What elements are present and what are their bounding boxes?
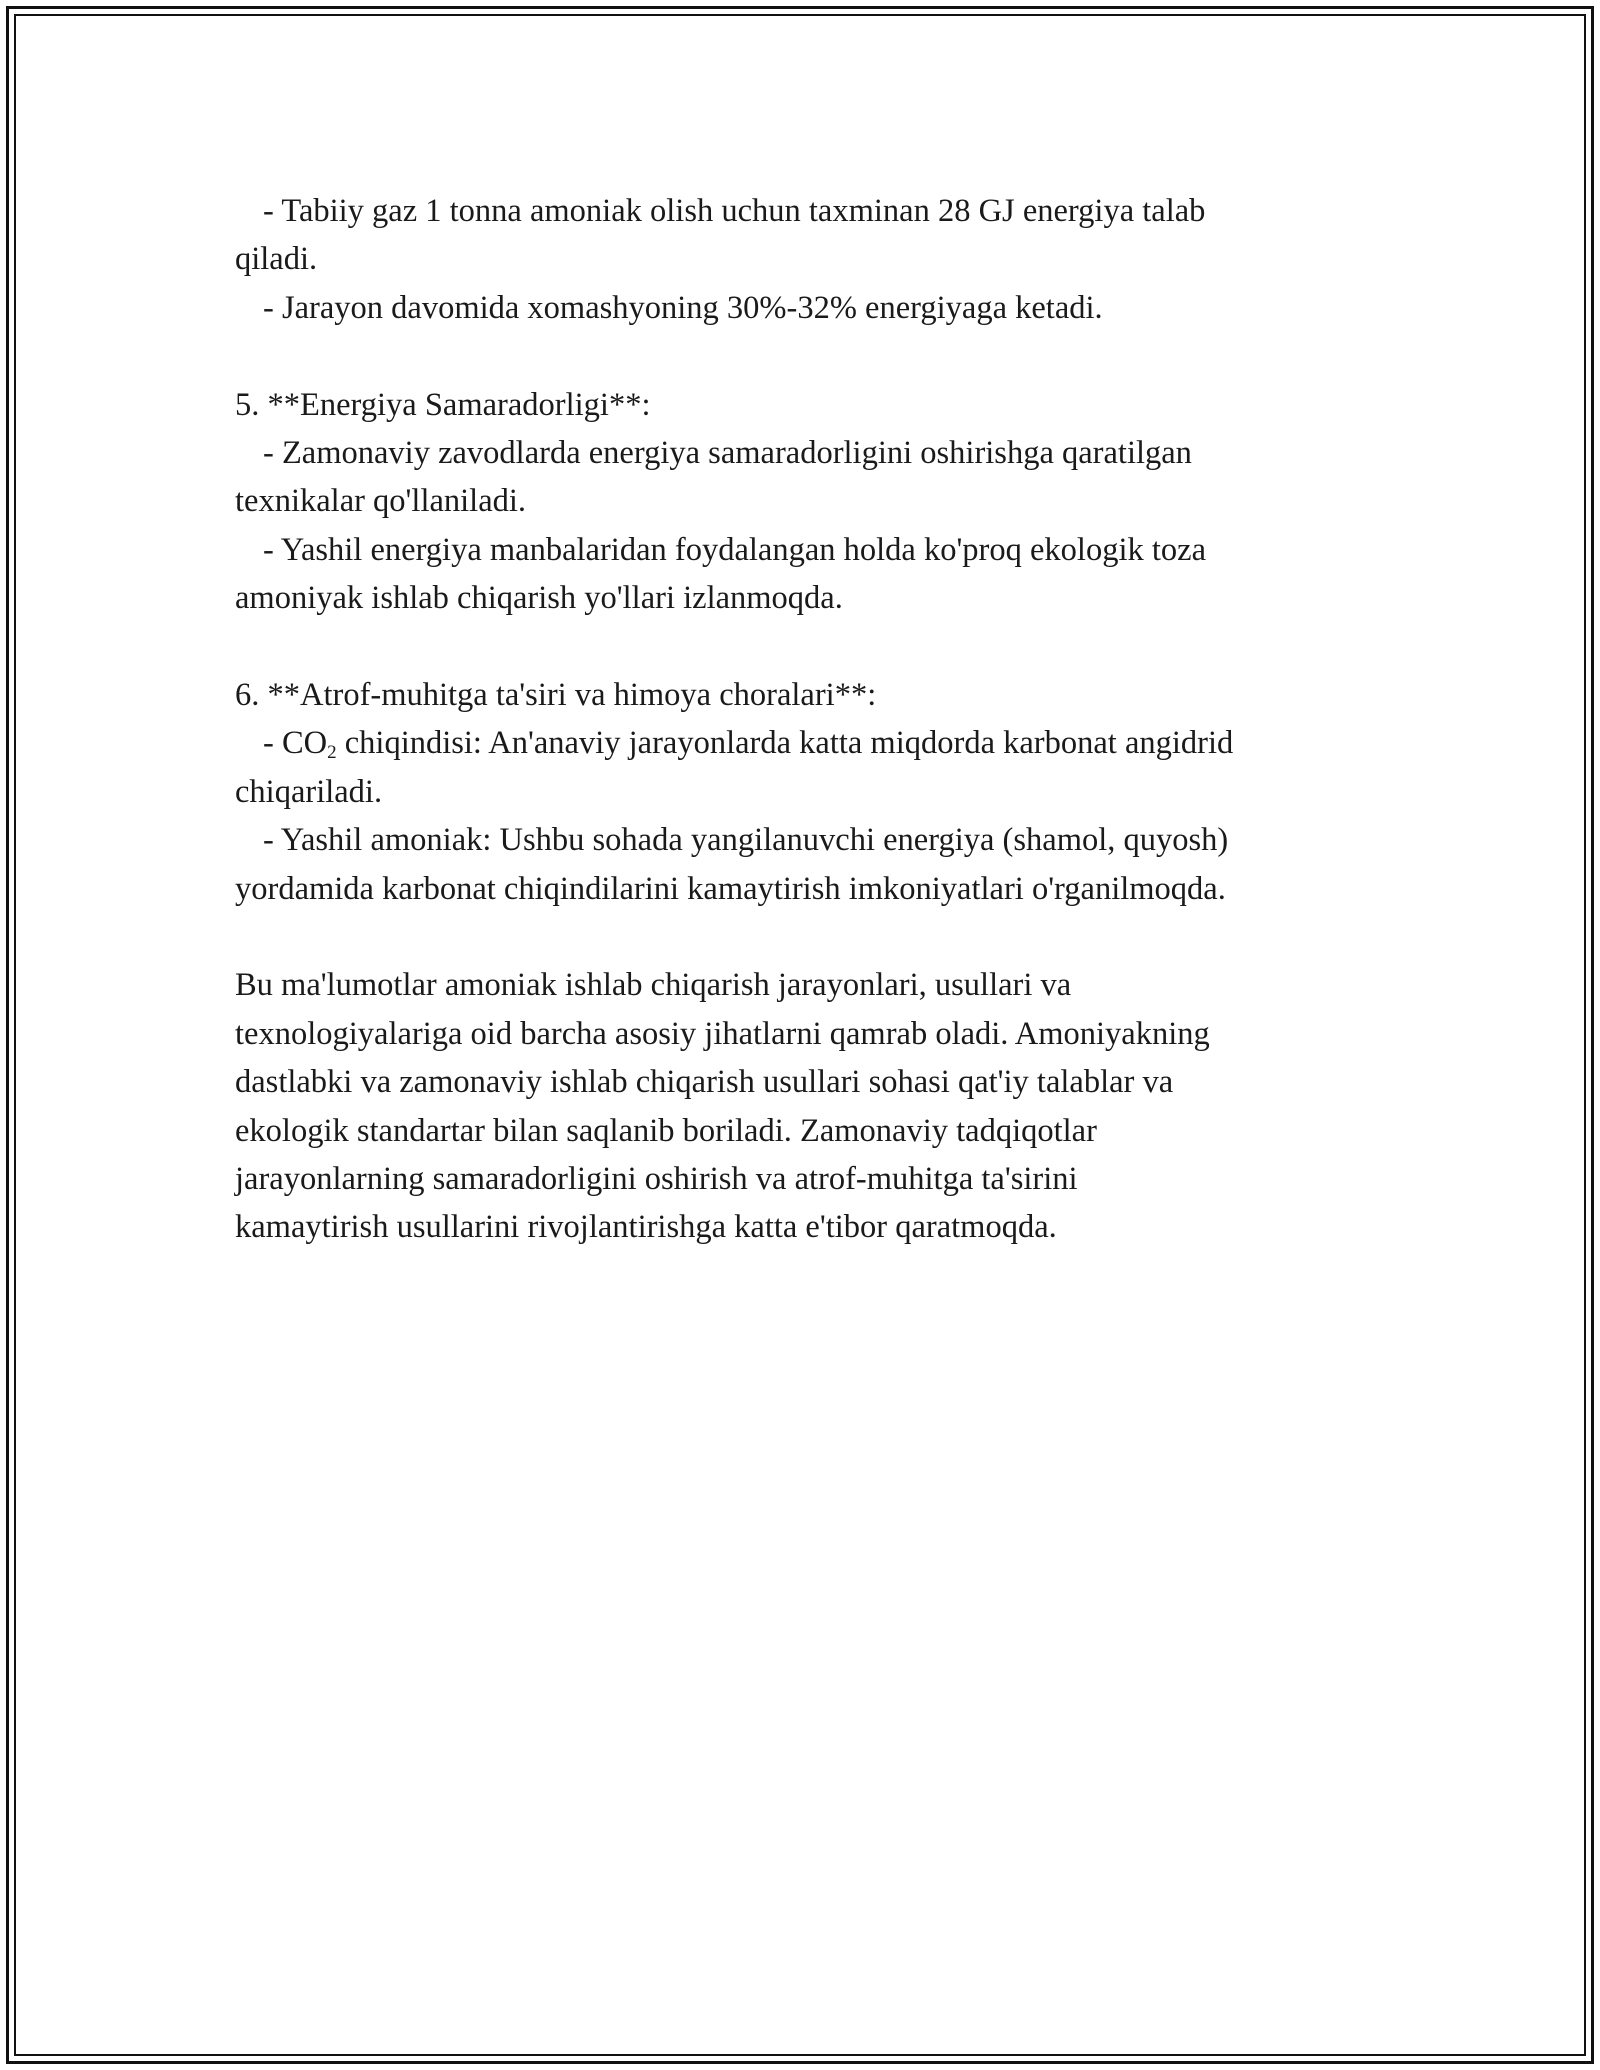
conclusion-line: jarayonlarning samaradorligini oshirish va atrof-muhitga ta'sirini	[235, 1161, 1078, 1198]
section-5-bullet-2-line-1: - Yashil energiya manbalaridan foydalangan holda ko'proq ekologik toza	[263, 531, 1206, 568]
section-6-bullet-1-line-1	[235, 719, 1375, 767]
section-5-bullet-1-line-1: - Zamonaviy zavodlarda energiya samaradorligini oshirishga qaratilgan	[263, 435, 1192, 472]
paragraph-spacer	[235, 332, 1375, 380]
section-5-heading: 5. **Energiya Samaradorligi**:	[235, 386, 651, 423]
section-4-bullet-1-line-2: qiladi.	[235, 241, 318, 278]
section-4-bullet-2-line-1: - Jarayon davomida xomashyoning 30%-32% energiyaga ketadi.	[263, 289, 1103, 326]
section-6-heading: 6. **Atrof-muhitga ta'siri va himoya choralari**:	[235, 677, 877, 714]
conclusion-line: ekologik standartar bilan saqlanib boriladi. Zamonaviy tadqiqotlar	[235, 1112, 1097, 1149]
co2-subscript: 2	[327, 742, 337, 764]
section-6-bullet-2-line-2: yordamida karbonat chiqindilarini kamaytirish imkoniyatlari o'rganilmoqda.	[235, 870, 1226, 907]
conclusion-line: texnologiyalariga oid barcha asosiy jihatlarni qamrab oladi. Amoniyakning	[235, 1015, 1210, 1052]
section-6-bullet-2-line-1: - Yashil amoniak: Ushbu sohada yangilanuvchi energiya (shamol, quyosh)	[263, 822, 1229, 859]
conclusion-line: Bu ma'lumotlar amoniak ishlab chiqarish jarayonlari, usullari va	[235, 967, 1072, 1004]
co2-bullet-rest: chiqindisi: An'anaviy jarayonlarda katta miqdorda karbonat angidrid	[336, 725, 1234, 762]
paragraph-spacer	[235, 623, 1375, 671]
co2-prefix: - CO	[263, 725, 328, 762]
paragraph-spacer	[235, 913, 1375, 961]
section-4-bullet-1-line-1: - Tabiiy gaz 1 tonna amoniak olish uchun taxminan 28 GJ energiya talab	[263, 193, 1206, 229]
section-5-bullet-2-line-2: amoniyak ishlab chiqarish yo'llari izlanmoqda.	[235, 580, 843, 617]
section-6-bullet-1-line-2: chiqariladi.	[235, 773, 383, 810]
conclusion-line: kamaytirish usullarini rivojlantirishga katta e'tibor qaratmoqda.	[235, 1209, 1057, 1246]
conclusion-line: dastlabki va zamonaviy ishlab chiqarish usullari sohasi qat'iy talablar va	[235, 1064, 1174, 1101]
document-body	[235, 187, 1375, 1252]
section-5-bullet-1-line-2: texnikalar qo'llaniladi.	[235, 483, 527, 520]
